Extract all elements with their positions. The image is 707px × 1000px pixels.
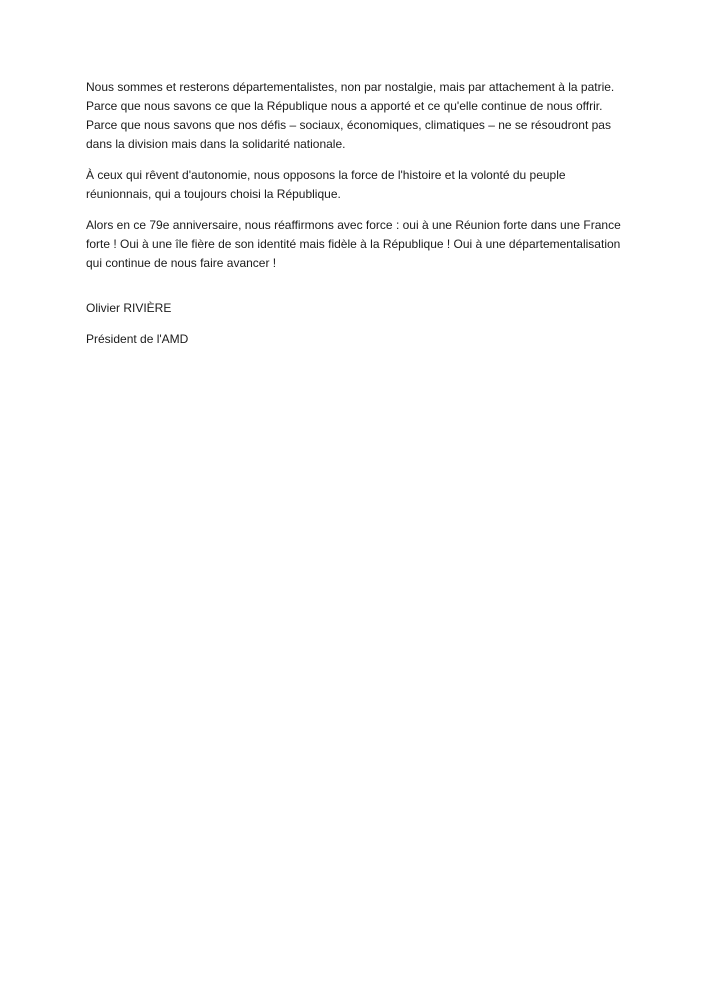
paragraph-anniversaire: Alors en ce 79e anniversaire, nous réaffirmons avec force : oui à une Réunion forte dans une France forte ! Oui à une île fière de son identité mais fidèle à la République ! Oui à une départementalisation qui continue de nous faire avancer ! — [86, 218, 621, 270]
signature-name: Olivier RIVIÈRE — [86, 301, 172, 315]
paragraph-autonomie: À ceux qui rêvent d'autonomie, nous opposons la force de l'histoire et la volonté du peuple réunionnais, qui a toujours choisi la République. — [86, 168, 566, 201]
signature-title: Président de l'AMD — [86, 332, 189, 346]
letter-body — [86, 78, 627, 349]
paragraph-departementalistes: Nous sommes et resterons départementalistes, non par nostalgie, mais par attachement à la patrie. Parce que nous savons ce que la République nous a apporté et ce qu'elle continue de nous offrir. Parce que nous savons que nos défis – sociaux, économiques, climatiques – ne se résoudront pas dans la division mais dans la solidarité nationale. — [86, 80, 615, 151]
